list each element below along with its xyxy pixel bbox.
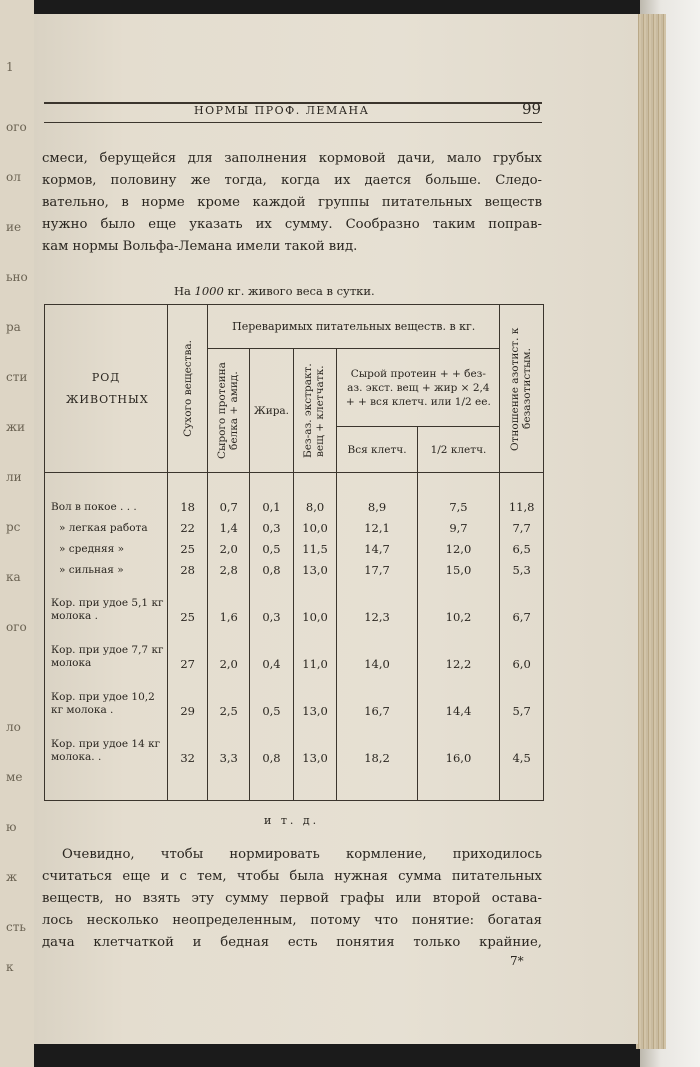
cell: 6,0 bbox=[512, 657, 531, 671]
cell: 7,7 bbox=[512, 521, 531, 535]
cell: 0,1 bbox=[262, 500, 281, 514]
cell: 28 bbox=[180, 563, 195, 577]
cell: 5,7 bbox=[512, 704, 531, 718]
cell: 10,2 bbox=[445, 610, 472, 624]
text-line: нужно было еще указать их сумму. Сообразно таким поправ- bbox=[42, 217, 542, 232]
left-page-fragment: жи bbox=[6, 420, 26, 434]
cell: 12,0 bbox=[445, 542, 472, 556]
cell: 1,6 bbox=[219, 610, 238, 624]
left-facing-page bbox=[0, 0, 34, 1067]
header-rule-bottom bbox=[44, 122, 542, 123]
cell: 25 bbox=[180, 610, 195, 624]
cell: 14,4 bbox=[445, 704, 472, 718]
table-caption bbox=[174, 284, 375, 298]
cell: 0,5 bbox=[262, 704, 281, 718]
row-labels bbox=[45, 473, 168, 801]
column-ratio bbox=[500, 473, 544, 801]
row-label: Кор. при удое 5,1 кг молока . bbox=[51, 597, 164, 622]
cell: 0,3 bbox=[262, 521, 281, 535]
cell: 5,3 bbox=[512, 563, 531, 577]
cell: 18,2 bbox=[364, 751, 390, 765]
left-page-fragment: рс bbox=[6, 520, 21, 534]
left-page-fragment: сть bbox=[6, 920, 26, 934]
signature-mark: 7* bbox=[510, 954, 524, 968]
column-header-ratio: Отношение азотист. к безазотистым. bbox=[500, 305, 544, 473]
cell: 7,5 bbox=[449, 500, 468, 514]
book-page bbox=[34, 14, 638, 1044]
cell: 0,8 bbox=[262, 563, 281, 577]
left-page-fragment: ого bbox=[6, 120, 27, 134]
page-number: 99 bbox=[522, 100, 542, 118]
row-label: » легкая работа bbox=[59, 522, 148, 534]
text-line: вательно, в норме кроме каждой группы питательных веществ bbox=[42, 195, 542, 210]
cell: 6,7 bbox=[512, 610, 531, 624]
cell: 13,0 bbox=[302, 563, 328, 577]
paragraph-bottom bbox=[42, 844, 542, 954]
column-half-fiber bbox=[417, 473, 500, 801]
cell: 13,0 bbox=[302, 704, 328, 718]
cell: 13,0 bbox=[302, 751, 328, 765]
row-label: Кор. при удое 7,7 кг молока bbox=[51, 644, 164, 669]
column-header-dry-matter: Сухого вещества. bbox=[168, 305, 208, 473]
cell: 14,0 bbox=[364, 657, 390, 671]
text-line: смеси, берущейся для заполнения кормовой дачи, мало грубых bbox=[42, 151, 542, 166]
text-line: кам нормы Вольфа-Лемана имели такой вид. bbox=[42, 239, 358, 254]
left-page-fragment: к bbox=[6, 960, 14, 974]
cell: 17,7 bbox=[364, 563, 390, 577]
cell: 2,0 bbox=[219, 542, 238, 556]
cell: 2,8 bbox=[219, 563, 238, 577]
row-label: » сильная » bbox=[59, 564, 124, 576]
left-page-fragment: ьно bbox=[6, 270, 28, 284]
cell: 15,0 bbox=[445, 563, 472, 577]
cell: 16,0 bbox=[445, 751, 472, 765]
left-page-fragment: ж bbox=[6, 870, 18, 884]
cell: 29 bbox=[180, 704, 195, 718]
column-header-half-fiber: 1/2 клетч. bbox=[417, 427, 500, 473]
cell: 25 bbox=[180, 542, 195, 556]
paragraph-top bbox=[42, 148, 542, 258]
row-label: » средняя » bbox=[59, 543, 125, 555]
cell: 1,4 bbox=[219, 521, 238, 535]
column-nfe bbox=[293, 473, 337, 801]
cell: 12,1 bbox=[364, 521, 390, 535]
cell: 0,8 bbox=[262, 751, 281, 765]
row-label: Кор. при удое 10,2 кг молока . bbox=[51, 691, 155, 716]
text-line: кормов, половину же тогда, когда их дается больше. Следо- bbox=[42, 173, 542, 188]
left-page-fragment: ю bbox=[6, 820, 17, 834]
column-header-protein: Сырого протеина белка + амид. bbox=[208, 349, 250, 473]
column-all-fiber bbox=[337, 473, 417, 801]
row-label: Кор. при удое 14 кг молока. . bbox=[51, 738, 161, 763]
cell: 0,5 bbox=[262, 542, 281, 556]
caption-text: На bbox=[174, 284, 195, 298]
table-body-row bbox=[45, 473, 544, 801]
cell: 11,8 bbox=[508, 500, 535, 514]
left-page-fragment: сти bbox=[6, 370, 28, 384]
column-dry-matter bbox=[168, 473, 208, 801]
text-line: веществ, но взять эту сумму первой графы или второй остава- bbox=[42, 891, 542, 906]
cell: 0,7 bbox=[219, 500, 238, 514]
left-page-fragment: ли bbox=[6, 470, 22, 484]
cell: 4,5 bbox=[512, 751, 531, 765]
cell: 2,0 bbox=[219, 657, 238, 671]
left-page-fragment: 1 bbox=[6, 60, 14, 74]
caption-text: кг. живого веса в сутки. bbox=[223, 284, 375, 298]
cell: 12,2 bbox=[445, 657, 472, 671]
cell: 18 bbox=[180, 500, 195, 514]
left-page-fragment: ого bbox=[6, 620, 27, 634]
cell: 12,3 bbox=[364, 610, 390, 624]
cell: 8,9 bbox=[367, 500, 387, 514]
text-line: лось несколько неопределенным, потому что понятие: богатая bbox=[42, 913, 542, 928]
cell: 2,5 bbox=[219, 704, 238, 718]
cell: 3,3 bbox=[219, 751, 238, 765]
cell: 27 bbox=[180, 657, 195, 671]
text-line: дача клетчаткой и бедная есть понятия только крайние, bbox=[42, 935, 542, 950]
column-header-nfe: Без-аз. экстракт. вещ + клетчатк. bbox=[293, 349, 337, 473]
column-header-digestible: Переваримых питательных веществ. в кг. bbox=[208, 305, 500, 349]
table-etc: и т. д. bbox=[264, 814, 320, 827]
feeding-norms-table bbox=[44, 304, 544, 801]
column-header-sum: Сырой протеин + + без-аз. экст. вещ + жир × 2,4 + + вся клетч. или 1/2 ее. bbox=[337, 349, 500, 427]
running-header: НОРМЫ ПРОФ. ЛЕМАНА bbox=[194, 104, 370, 117]
column-header-fat: Жира. bbox=[250, 349, 294, 473]
cell: 0,3 bbox=[262, 610, 281, 624]
left-page-fragment: ме bbox=[6, 770, 23, 784]
left-page-fragment: ка bbox=[6, 570, 21, 584]
column-header-animal: РОД ЖИВОТНЫХ bbox=[45, 305, 168, 473]
cell: 16,7 bbox=[364, 704, 390, 718]
cell: 11,5 bbox=[302, 542, 328, 556]
left-page-fragment: ло bbox=[6, 720, 21, 734]
column-fat bbox=[250, 473, 294, 801]
text-line: Очевидно, чтобы нормировать кормление, приходилось bbox=[62, 847, 542, 862]
cell: 8,0 bbox=[305, 500, 325, 514]
page-edges bbox=[636, 14, 666, 1049]
cell: 9,7 bbox=[449, 521, 468, 535]
left-page-fragment: ра bbox=[6, 320, 21, 334]
text-line: считаться еще и с тем, чтобы была нужная сумма питательных bbox=[42, 869, 542, 884]
cell: 11,0 bbox=[302, 657, 328, 671]
cell: 10,0 bbox=[302, 610, 328, 624]
cell: 0,4 bbox=[262, 657, 281, 671]
cell: 22 bbox=[180, 521, 195, 535]
cell: 32 bbox=[180, 751, 195, 765]
cell: 10,0 bbox=[302, 521, 328, 535]
left-page-fragment: ие bbox=[6, 220, 22, 234]
cell: 6,5 bbox=[512, 542, 531, 556]
column-protein bbox=[208, 473, 250, 801]
row-label: Вол в покое . . . bbox=[51, 501, 137, 513]
cell: 14,7 bbox=[364, 542, 390, 556]
caption-italic: 1000 bbox=[194, 284, 224, 298]
left-page-fragment: ол bbox=[6, 170, 21, 184]
column-header-all-fiber: Вся клетч. bbox=[337, 427, 417, 473]
